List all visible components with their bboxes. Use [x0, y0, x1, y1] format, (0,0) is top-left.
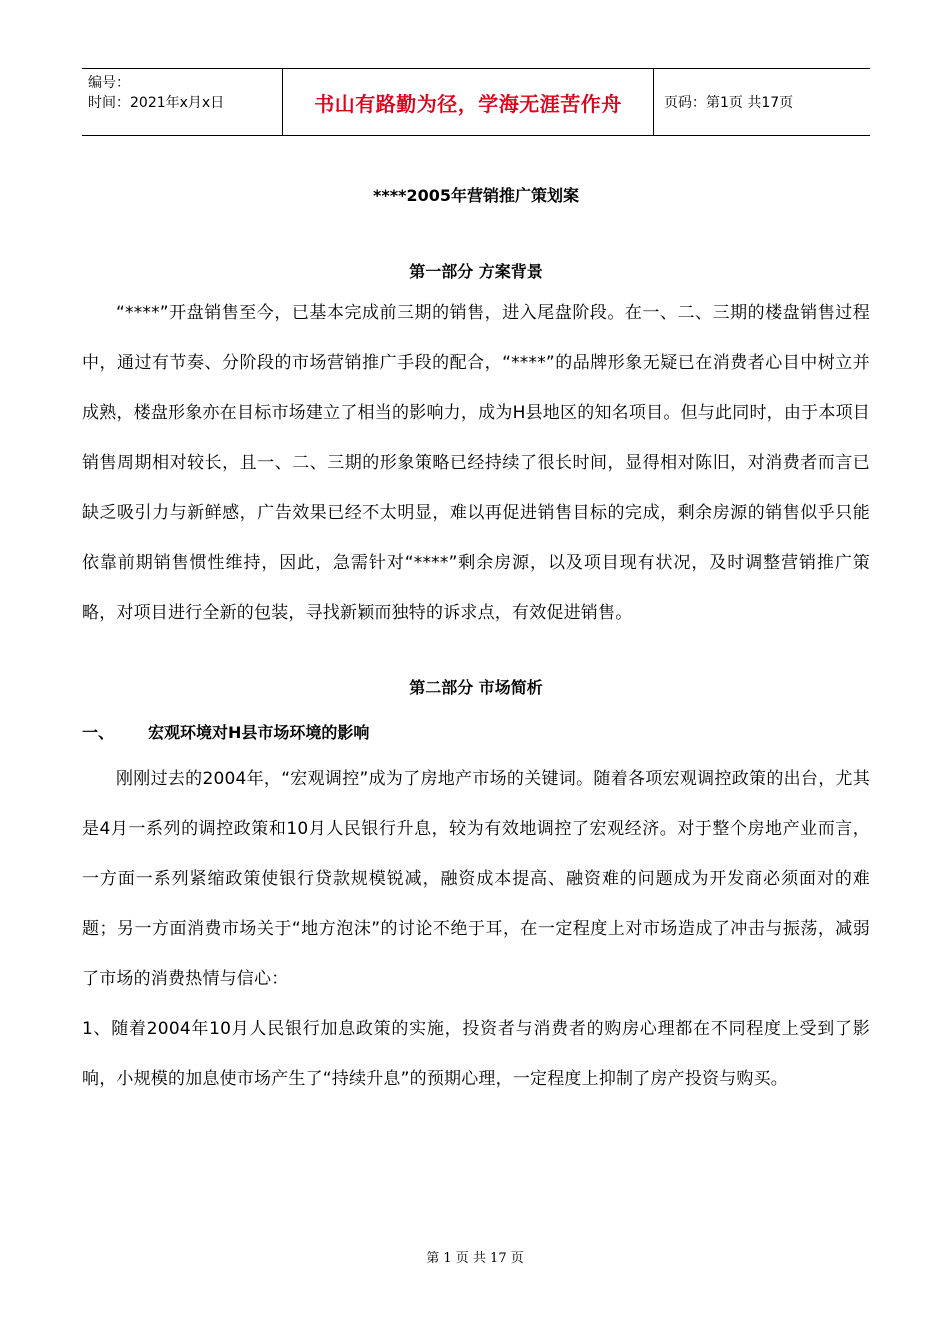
document-header	[82, 68, 870, 136]
part1-heading: 第一部分 方案背景	[409, 262, 543, 281]
header-meta	[82, 69, 282, 135]
subheading-number: 一、	[82, 723, 115, 742]
part2-subheading	[82, 718, 870, 748]
subheading-title: 宏观环境对H县市场环境的影响	[148, 723, 370, 742]
part1-paragraph: “****”开盘销售至今，已基本完成前三期的销售，进入尾盘阶段。在一、二、三期的楼盘销售过程中，通过有节奏、分阶段的市场营销推广手段的配合，“****”的品牌形象无疑已在消费者心目中树立并成熟，楼盘形象亦在目标市场建立了相当的影响力，成为H县地区的知名项目。但与此同时，由于本项目销售周期相对较长，且一、二、三期的形象策略已经持续了很长时间，显得相对陈旧，对消费者而言已缺乏吸引力与新鲜感，广告效果已经不太明显，难以再促进销售目标的完成，剩余房源的销售似乎只能依靠前期销售惯性维持，因此，急需针对“****”剩余房源，以及项目现有状况，及时调整营销推广策略，对项目进行全新的包装，寻找新颖而独特的诉求点，有效促进销售。	[82, 303, 870, 623]
document-body	[82, 168, 870, 1104]
header-motto: 书山有路勤为径，学海无涯苦作舟	[282, 69, 654, 135]
document-title: ****2005年营销推广策划案	[372, 186, 579, 205]
part2-heading: 第二部分 市场简析	[409, 678, 543, 697]
page-footer: 第 1 页 共 17 页	[426, 1251, 524, 1266]
time-label: 时间：2021年x月x日	[88, 95, 225, 111]
part2-paragraph-1: 刚刚过去的2004年，“宏观调控”成为了房地产市场的关键词。随着各项宏观调控政策的出台，尤其是4月一系列的调控政策和10月人民银行升息，较为有效地调控了宏观经济。对于整个房地产业而言，一方面一系列紧缩政策使银行贷款规模锐减，融资成本提高、融资难的问题成为开发商必须面对的难题；另一方面消费市场关于“地方泡沫”的讨论不绝于耳，在一定程度上对市场造成了冲击与振荡，减弱了市场的消费热情与信心：	[82, 769, 870, 989]
number-label: 编号：	[88, 75, 130, 91]
part2-paragraph-2: 1、随着2004年10月人民银行加息政策的实施，投资者与消费者的购房心理都在不同程度上受到了影响，小规模的加息使市场产生了“持续升息”的预期心理，一定程度上抑制了房产投资与购买。	[82, 1019, 870, 1089]
header-page-info: 页码：第1页 共17页	[664, 95, 794, 111]
